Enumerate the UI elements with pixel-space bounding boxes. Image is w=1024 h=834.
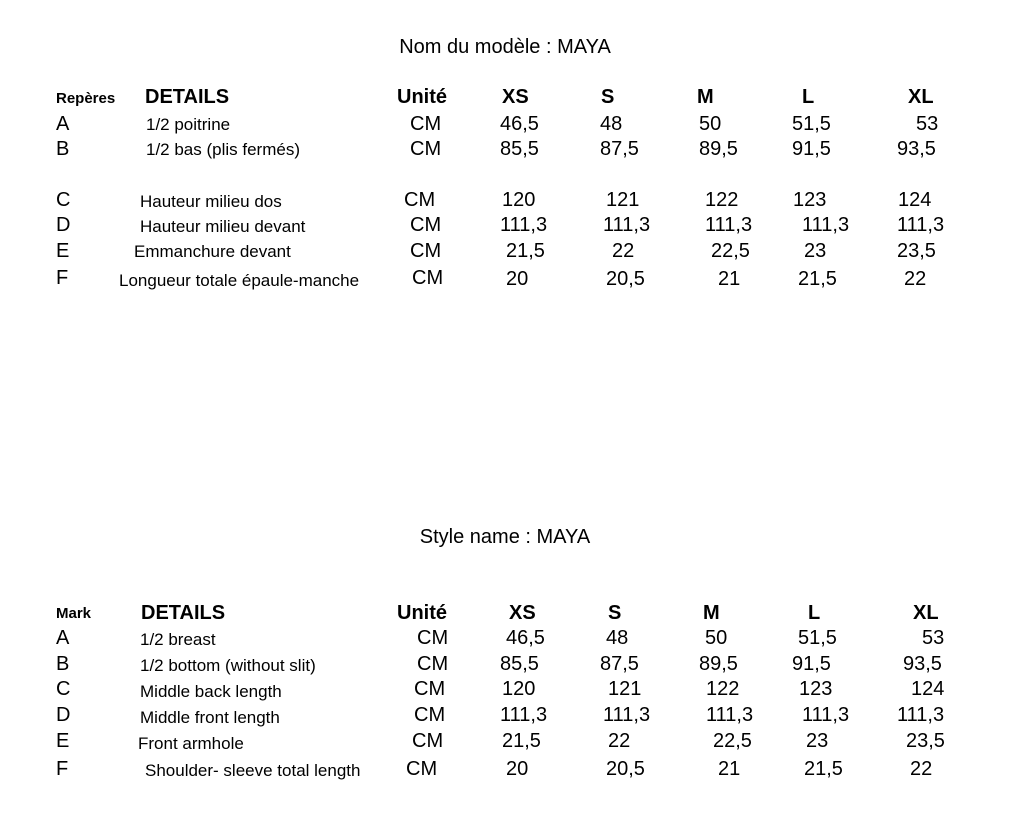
fr-row-detail: 1/2 poitrine [146,115,231,134]
en-row-value-xl: 124 [911,678,945,700]
fr-row-detail: Hauteur milieu devant [140,217,306,236]
en-row-value-m: 21 [718,758,741,780]
en-row-detail: Middle front length [140,708,280,727]
fr-row-value-m: 22,5 [711,240,750,262]
fr-row-value-m: 50 [699,113,722,135]
fr-row-unit: CM [404,189,436,211]
fr-row-value-xs: 46,5 [500,113,539,135]
fr-header-size-l: L [802,86,815,108]
fr-header-unit: Unité [397,86,447,108]
fr-row-value-s: 22 [612,240,635,262]
fr-row-value-xs: 21,5 [506,240,545,262]
en-row-value-xs: 20 [506,758,529,780]
fr-row-value-xs: 120 [502,189,536,211]
en-row-value-s: 48 [606,627,629,649]
en-header-size-s: S [608,602,622,624]
fr-row-value-xl: 22 [904,268,927,290]
en-row-value-s: 87,5 [600,653,639,675]
en-row-unit: CM [417,627,449,649]
en-row-mark: E [56,730,70,752]
en-row-value-xs: 120 [502,678,536,700]
fr-row-detail: Emmanchure devant [134,242,291,261]
fr-row-value-xs: 20 [506,268,529,290]
en-row-value-xl: 111,3 [897,704,945,726]
en-row-value-s: 20,5 [606,758,645,780]
fr-row-value-l: 123 [793,189,827,211]
fr-row-unit: CM [410,113,442,135]
en-row-value-l: 21,5 [804,758,843,780]
en-row-value-m: 89,5 [699,653,738,675]
en-header-details: DETAILS [141,602,226,624]
en-header-size-l: L [808,602,821,624]
fr-header-size-m: M [697,86,714,108]
en-row-value-l: 123 [799,678,833,700]
fr-row-value-xl: 111,3 [897,214,945,236]
fr-row-mark: A [56,113,70,135]
fr-row-detail: Hauteur milieu dos [140,192,282,211]
en-row-detail: Middle back length [140,682,282,701]
fr-header-size-xs: XS [502,86,529,108]
fr-row-value-xl: 23,5 [897,240,936,262]
fr-row-value-xs: 111,3 [500,214,548,236]
en-row-value-xs: 111,3 [500,704,548,726]
en-row-detail: Shoulder- sleeve total length [145,761,361,780]
fr-row-unit: CM [410,214,442,236]
en-row-value-xl: 53 [922,627,945,649]
fr-row-value-s: 20,5 [606,268,645,290]
en-row-unit: CM [417,653,449,675]
en-row-value-xs: 21,5 [502,730,541,752]
en-row-value-s: 121 [608,678,642,700]
en-row-value-m: 111,3 [706,704,754,726]
fr-row-value-s: 121 [606,189,640,211]
fr-row-value-xs: 85,5 [500,138,539,160]
en-row-unit: CM [412,730,444,752]
fr-header-mark: Repères [56,90,116,107]
fr-row-detail: Longueur totale épaule-manche [119,271,360,290]
en-row-value-m: 22,5 [713,730,752,752]
fr-row-unit: CM [412,267,444,289]
fr-row-value-l: 23 [804,240,827,262]
en-row-value-m: 50 [705,627,728,649]
en-row-mark: A [56,627,70,649]
en-header-unit: Unité [397,602,447,624]
fr-row-value-xl: 53 [916,113,939,135]
fr-row-value-m: 111,3 [705,214,753,236]
en-style-title: Style name : MAYA [419,526,591,548]
en-row-value-xs: 85,5 [500,653,539,675]
en-row-unit: CM [414,678,446,700]
fr-row-value-s: 87,5 [600,138,639,160]
en-row-unit: CM [406,758,438,780]
en-row-mark: D [56,704,71,726]
fr-header-details: DETAILS [145,86,230,108]
fr-style-title: Nom du modèle : MAYA [399,36,611,58]
fr-row-mark: F [56,267,69,289]
en-row-value-l: 91,5 [792,653,831,675]
fr-row-value-l: 91,5 [792,138,831,160]
fr-row-unit: CM [410,138,442,160]
fr-row-value-xl: 124 [898,189,932,211]
fr-row-mark: C [56,189,71,211]
en-header-size-m: M [703,602,720,624]
fr-row-value-s: 48 [600,113,623,135]
fr-header-size-xl: XL [908,86,934,108]
fr-row-value-m: 89,5 [699,138,738,160]
fr-row-value-l: 21,5 [798,268,837,290]
en-row-value-s: 111,3 [603,704,651,726]
en-row-value-l: 23 [806,730,829,752]
fr-row-unit: CM [410,240,442,262]
en-row-mark: F [56,758,69,780]
fr-row-mark: E [56,240,70,262]
en-row-value-xl: 22 [910,758,933,780]
en-row-value-l: 111,3 [802,704,850,726]
fr-row-value-m: 122 [705,189,739,211]
en-row-value-xs: 46,5 [506,627,545,649]
fr-row-mark: B [56,138,70,160]
en-header-size-xl: XL [913,602,939,624]
en-header-size-xs: XS [509,602,536,624]
en-row-unit: CM [414,704,446,726]
fr-row-detail: 1/2 bas (plis fermés) [146,140,300,159]
en-row-detail: 1/2 bottom (without slit) [140,656,316,675]
en-row-mark: C [56,678,71,700]
fr-row-value-l: 51,5 [792,113,831,135]
fr-header-size-s: S [601,86,615,108]
en-row-detail: Front armhole [138,734,244,753]
en-header-mark: Mark [56,605,92,622]
en-row-value-m: 122 [706,678,740,700]
fr-row-value-s: 111,3 [603,214,651,236]
fr-row-value-l: 111,3 [802,214,850,236]
en-row-value-xl: 93,5 [903,653,942,675]
en-row-value-s: 22 [608,730,631,752]
fr-row-value-m: 21 [718,268,741,290]
en-row-mark: B [56,653,70,675]
fr-row-mark: D [56,214,71,236]
en-row-value-xl: 23,5 [906,730,945,752]
en-row-detail: 1/2 breast [140,630,216,649]
en-row-value-l: 51,5 [798,627,837,649]
fr-row-value-xl: 93,5 [897,138,936,160]
